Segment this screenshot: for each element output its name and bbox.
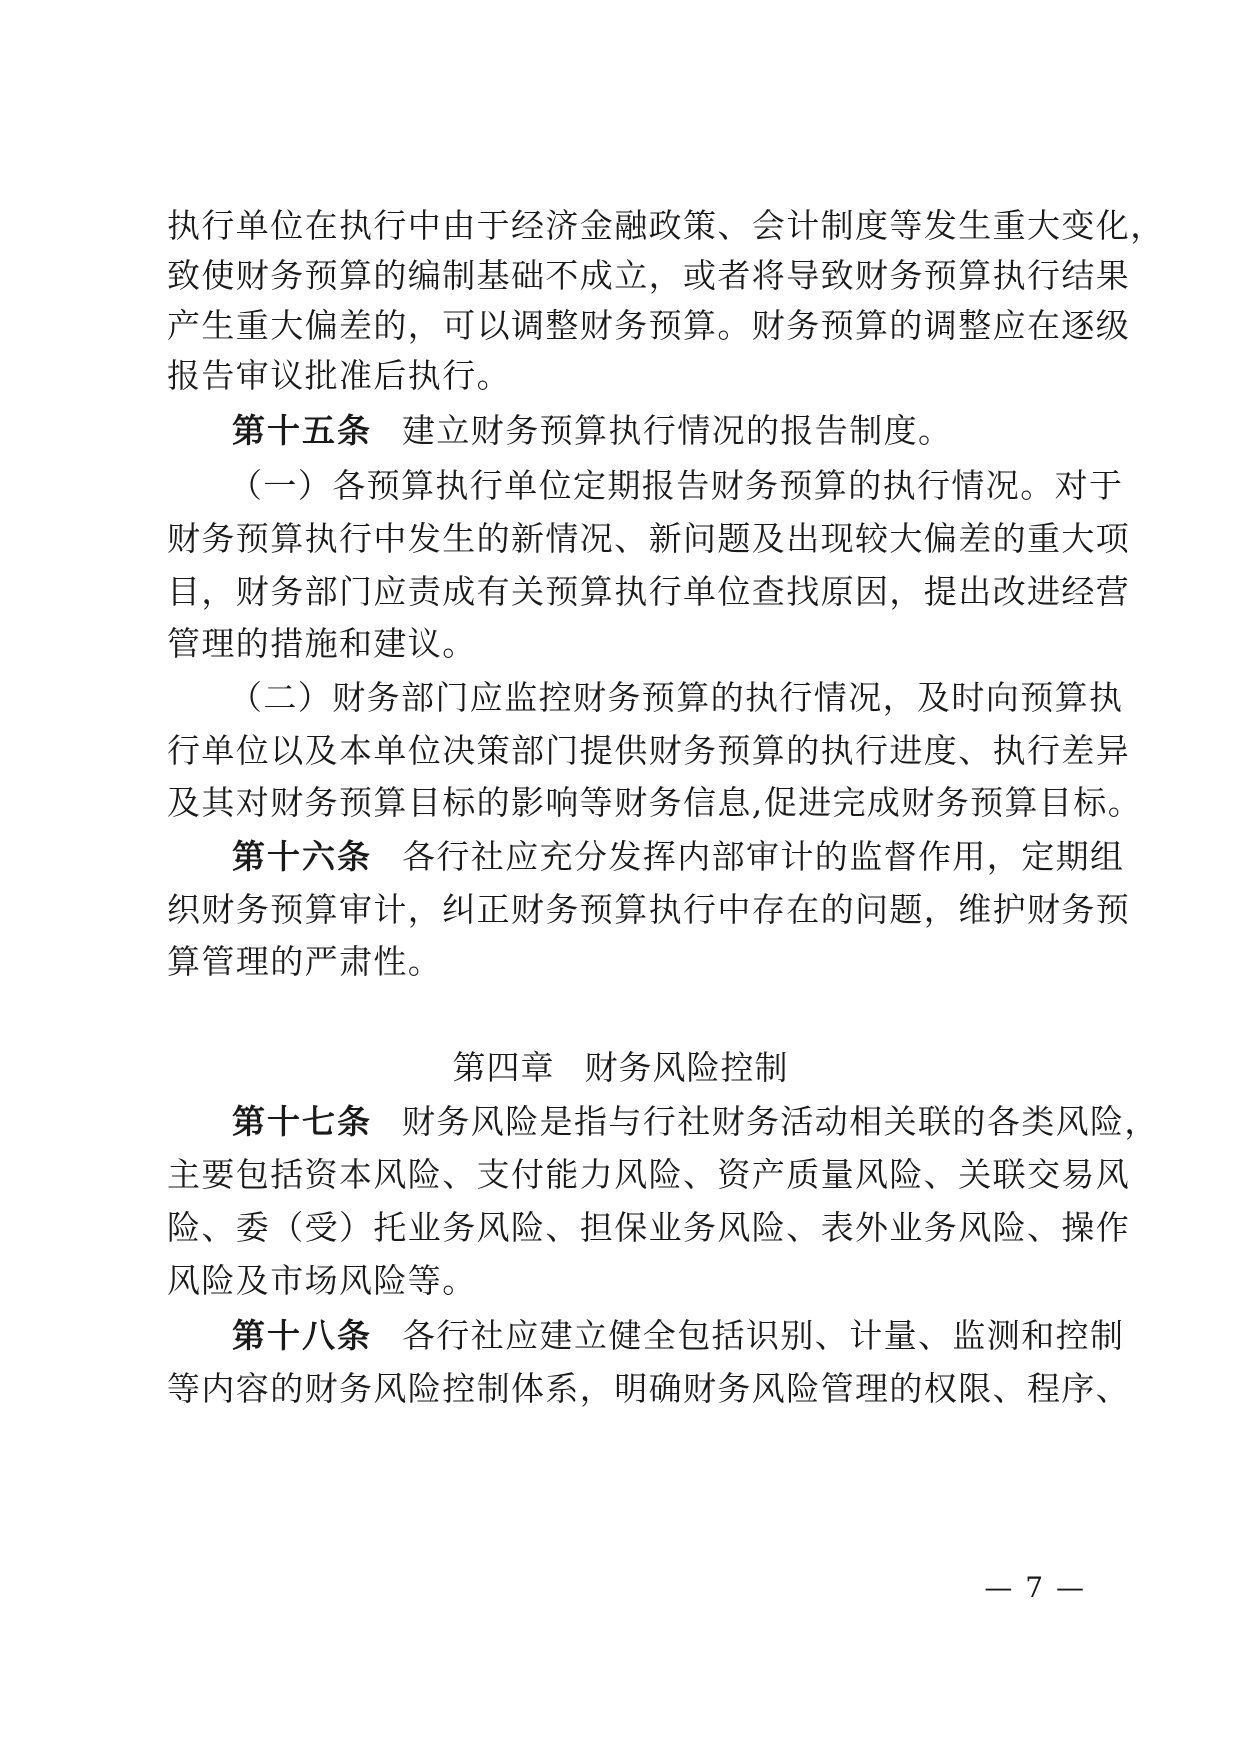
text-line: （一）各预算执行单位定期报告财务预算的执行情况。对于 — [229, 466, 1124, 505]
text-line: 执行单位在执行中由于经济金融政策、会计制度等发生重大变化， — [167, 206, 1165, 245]
article-18-text: 各行社应建立健全包括识别、计量、监测和控制 — [402, 1316, 1125, 1355]
article-15-label: 第十五条 — [232, 411, 372, 450]
article-17-heading — [232, 1097, 1159, 1147]
text-line: 财务预算执行中发生的新情况、新问题及出现较大偏差的重大项 — [167, 519, 1131, 558]
article-16-heading — [232, 832, 1152, 882]
text-line: 算管理的严肃性。 — [167, 942, 443, 981]
text-line: 产生重大偏差的，可以调整财务预算。财务预算的调整应在逐级 — [167, 306, 1131, 345]
article-18-heading — [232, 1311, 1152, 1361]
article-16-label: 第十六条 — [232, 837, 372, 876]
text-line: 织财务预算审计，纠正财务预算执行中存在的问题，维护财务预 — [167, 890, 1131, 929]
text-line: 致使财务预算的编制基础不成立，或者将导致财务预算执行结果 — [167, 256, 1131, 295]
text-line: 目，财务部门应责成有关预算执行单位查找原因，提出改进经营 — [167, 572, 1131, 611]
chapter-title: 财务风险控制 — [584, 1048, 789, 1087]
text-line: 管理的措施和建议。 — [167, 624, 477, 663]
text-line: 主要包括资本风险、支付能力风险、资产质量风险、关联交易风 — [167, 1155, 1131, 1194]
article-17-text: 财务风险是指与行社财务活动相关联的各类风险， — [402, 1102, 1159, 1141]
chapter-heading — [0, 1043, 1241, 1093]
chapter-number: 第四章 — [452, 1048, 555, 1087]
text-line: 行单位以及本单位决策部门提供财务预算的执行进度、执行差异 — [167, 731, 1131, 770]
text-line: 等内容的财务风险控制体系，明确财务风险管理的权限、程序、 — [167, 1369, 1131, 1408]
article-18-label: 第十八条 — [232, 1316, 372, 1355]
article-15-heading — [232, 406, 1152, 456]
text-line: 险、委（受）托业务风险、担保业务风险、表外业务风险、操作 — [167, 1208, 1131, 1247]
text-line: 风险及市场风险等。 — [167, 1261, 477, 1300]
page-number: — 7 — — [984, 1571, 1086, 1604]
article-16-text: 各行社应充分发挥内部审计的监督作用，定期组 — [402, 837, 1125, 876]
text-line: 及其对财务预算目标的影响等财务信息,促进完成财务预算目标。 — [167, 783, 1143, 822]
article-17-label: 第十七条 — [232, 1102, 372, 1141]
text-line: （二）财务部门应监控财务预算的执行情况，及时向预算执 — [229, 678, 1124, 717]
article-15-text: 建立财务预算执行情况的报告制度。 — [402, 411, 953, 450]
text-line: 报告审议批准后执行。 — [167, 356, 511, 395]
